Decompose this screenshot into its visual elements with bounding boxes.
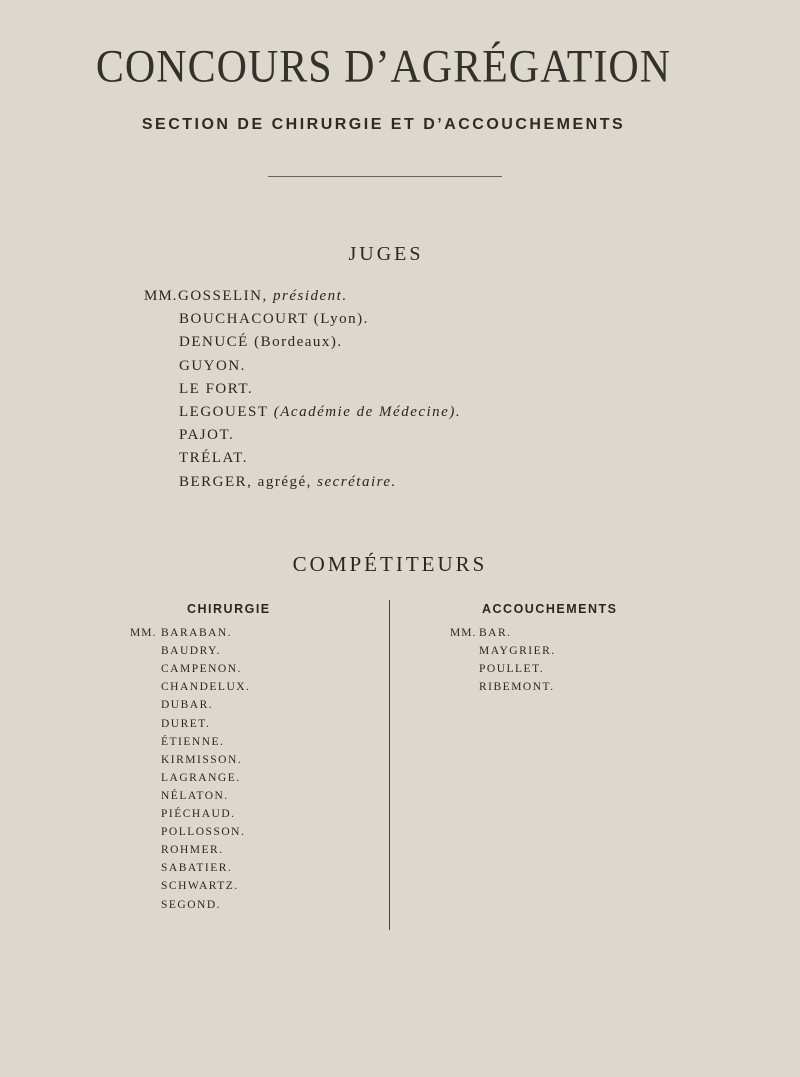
- judge-entry: [179, 404, 461, 421]
- judge-city: (Bordeaux).: [248, 334, 343, 351]
- chirurgie-name: CAMPENON.: [161, 663, 242, 676]
- judge-entry: [179, 474, 397, 491]
- competiteurs-heading: COMPÉTITEURS: [292, 552, 488, 576]
- judge-name: GOSSELIN,: [178, 288, 268, 304]
- judge-city: (Lyon).: [308, 311, 369, 328]
- chirurgie-name: POLLOSSON.: [161, 826, 246, 839]
- judge-role: secrétaire.: [311, 473, 397, 490]
- judge-name: BOUCHACOURT: [179, 311, 309, 328]
- chirurgie-name: LAGRANGE.: [161, 771, 241, 784]
- accouchements-name: RIBEMONT.: [479, 681, 555, 694]
- chirurgie-prefix: MM.: [130, 627, 157, 639]
- judge-name: PAJOT.: [179, 427, 235, 444]
- chirurgie-name: CHANDELUX.: [161, 681, 251, 694]
- chirurgie-name: SABATIER.: [161, 862, 233, 875]
- chirurgie-name: DURET.: [161, 717, 211, 730]
- judge-name: LEGOUEST: [179, 404, 269, 420]
- accouchements-name: MAYGRIER.: [479, 645, 556, 658]
- judge-entry: [179, 334, 343, 351]
- judge-entry: [179, 427, 234, 444]
- judge-entry: [179, 311, 369, 328]
- chirurgie-name: ROHMER.: [161, 844, 224, 857]
- chirurgie-name: SEGOND.: [161, 898, 222, 911]
- chirurgie-name: DUBAR.: [161, 699, 214, 712]
- accouchements-name: POULLET.: [479, 663, 545, 676]
- chirurgie-name: PIÉCHAUD.: [161, 808, 236, 820]
- chirurgie-name: BARABAN.: [161, 627, 233, 639]
- judge-entry: [178, 288, 348, 305]
- judge-entry: [179, 358, 246, 375]
- juges-prefix: MM.: [144, 288, 178, 304]
- accouchements-name: BAR.: [479, 627, 512, 639]
- document-title: CONCOURS D’AGRÉGATION: [95, 41, 672, 93]
- judge-name: TRÉLAT.: [179, 450, 248, 467]
- chirurgie-name: ÉTIENNE.: [161, 735, 225, 748]
- chirurgie-name: NÉLATON.: [161, 789, 229, 802]
- judge-role: (Académie de Médecine).: [268, 404, 462, 420]
- chirurgie-name: BAUDRY.: [161, 645, 221, 658]
- judge-name: GUYON.: [179, 357, 246, 374]
- chirurgie-name: SCHWARTZ.: [161, 880, 239, 893]
- judge-entry: [179, 450, 248, 467]
- chirurgie-name: KIRMISSON.: [161, 753, 243, 766]
- divider-rule: [268, 176, 502, 177]
- juges-heading: JUGES: [348, 243, 424, 265]
- accouchements-heading: ACCOUCHEMENTS: [482, 602, 618, 616]
- judge-name: LE FORT.: [179, 380, 254, 397]
- chirurgie-heading: CHIRURGIE: [187, 602, 271, 616]
- judge-name: BERGER, agrégé,: [179, 473, 312, 490]
- judge-role: président.: [267, 288, 348, 304]
- judge-name: DENUCÉ: [179, 334, 249, 351]
- document-subtitle: SECTION DE CHIRURGIE ET D’ACCOUCHEMENTS: [141, 116, 626, 133]
- column-divider: [389, 600, 390, 930]
- judge-entry: [179, 381, 253, 398]
- accouchements-prefix: MM.: [450, 627, 477, 639]
